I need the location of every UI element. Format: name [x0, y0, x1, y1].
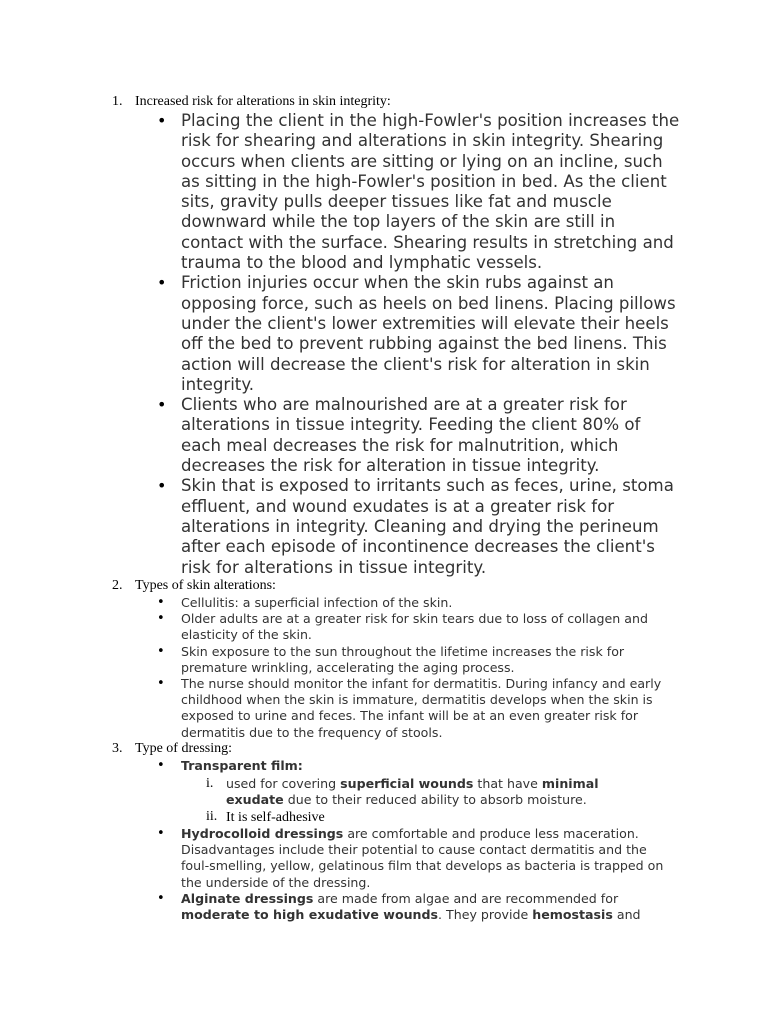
list-item: [157, 476, 681, 577]
bullet-text: are comfortable and produce less maceration. Disadvantages include their potential to cause contact dermatitis and the foul-smelling, yellow, gelatinous film that develops as bacteria is trapped on the underside of the dressing.: [181, 826, 664, 890]
bullet-icon: •: [157, 611, 165, 627]
bullet-text: Older adults are at a greater risk for skin tears due to loss of collagen and elasticity of the skin.: [181, 611, 648, 643]
section-2-bullets: [157, 595, 671, 741]
alginate-title: Alginate dressings: [181, 890, 314, 906]
section-2-heading: [112, 578, 276, 594]
section-1-heading: [112, 94, 391, 110]
list-item: [157, 826, 671, 891]
section-number: 3.: [112, 741, 123, 756]
section-1-bullets: [157, 111, 681, 578]
bullet-icon: •: [157, 890, 165, 906]
hydrocolloid-title: Hydrocolloid dressings: [181, 826, 344, 841]
sub-text-part: that have: [473, 776, 542, 791]
bullet-icon: •: [157, 826, 165, 841]
section-title: Type of dressing:: [135, 741, 233, 756]
section-3-heading: [112, 741, 232, 757]
bullet-text-bold: moderate to high exudative wounds: [181, 907, 439, 923]
bullet-text: Clients who are malnourished are at a greater risk for alterations in tissue integrity. Feeding the client 80% of each meal decreases the risk for malnutrition, which decreases the risk for alteration in tissue integrity.: [181, 395, 641, 476]
list-item: [206, 809, 636, 826]
transparent-film-title: Transparent film:: [181, 758, 303, 773]
section-number: 2.: [112, 578, 123, 593]
list-item: [157, 611, 671, 643]
bullet-text: Friction injuries occur when the skin rubs against an opposing force, such as heels on bed linens. Placing pillows under the client's lower extremities will elevate their heels off the bed to prevent rubbing against the bed linens. This action will decrease the client's risk for alteration in skin integrity.: [181, 273, 676, 394]
section-3-dressings: [157, 826, 671, 923]
section-number: 1.: [112, 94, 123, 109]
sub-text-bold: minimal exudate: [226, 776, 599, 808]
bullet-icon: •: [157, 111, 167, 130]
list-item: [157, 273, 681, 395]
section-3-transparent: [157, 758, 671, 774]
list-item: [157, 676, 671, 741]
bullet-text: . They provide: [438, 907, 533, 923]
section-title: Increased risk for alterations in skin integrity:: [135, 94, 391, 109]
bullet-text: The nurse should monitor the infant for dermatitis. During infancy and early childhood when the skin is immature, dermatitis develops when the skin is exposed to urine and feces. The infant will be at an even greater risk for dermatitis due to the frequency of stools.: [181, 676, 662, 740]
bullet-icon: •: [157, 595, 165, 610]
bullet-icon: •: [157, 676, 165, 692]
sub-text-part: due to their reduced ability to absorb moisture.: [283, 792, 587, 808]
sub-text: [226, 776, 599, 807]
list-item: [157, 758, 671, 774]
bullet-text: Skin exposure to the sun throughout the lifetime increases the risk for premature wrinkling, accelerating the aging process.: [181, 643, 625, 675]
list-item: [157, 643, 671, 676]
list-item: [157, 395, 681, 476]
roman-numeral: i.: [206, 776, 214, 791]
list-item: [157, 595, 671, 611]
bullet-icon: •: [157, 758, 165, 773]
bullet-icon: •: [157, 643, 165, 659]
bullet-text: and: [612, 907, 641, 923]
bullet-text: Placing the client in the high-Fowler's position increases the risk for shearing and alterations in skin integrity. Shearing occurs when clients are sitting or lying on an incline, such as sitting in the high-Fowler's position in bed. As the client sits, gravity pulls deeper tissues like fat and muscle downward while the top layers of the skin are still in contact with the surface. Shearing results in stretching and trauma to the blood and lymphatic vessels.: [181, 111, 680, 273]
list-item: [206, 776, 636, 808]
section-title: Types of skin alterations:: [135, 578, 276, 593]
bullet-icon: •: [157, 476, 167, 496]
bullet-icon: •: [157, 273, 167, 293]
list-item: [157, 111, 681, 273]
transparent-film-sublist: [206, 776, 636, 827]
bullet-text: Cellulitis: a superficial infection of the skin.: [181, 595, 453, 610]
bullet-text-bold: hemostasis: [532, 907, 613, 923]
bullet-text: are made from algae and are recommended for: [313, 890, 619, 906]
sub-text-part: used for covering: [226, 776, 341, 791]
bullet-text: Skin that is exposed to irritants such as feces, urine, stoma effluent, and wound exudates is at a greater risk for alterations in integrity. Cleaning and drying the perineum after each episode of incontinence decreases the client's risk for alterations in tissue integrity.: [181, 476, 674, 577]
bullet-icon: •: [157, 395, 167, 415]
sub-text: It is self-adhesive: [226, 810, 325, 826]
list-item: [157, 890, 671, 923]
sub-text-bold: superficial wounds: [340, 776, 474, 791]
roman-numeral: ii.: [206, 809, 218, 825]
